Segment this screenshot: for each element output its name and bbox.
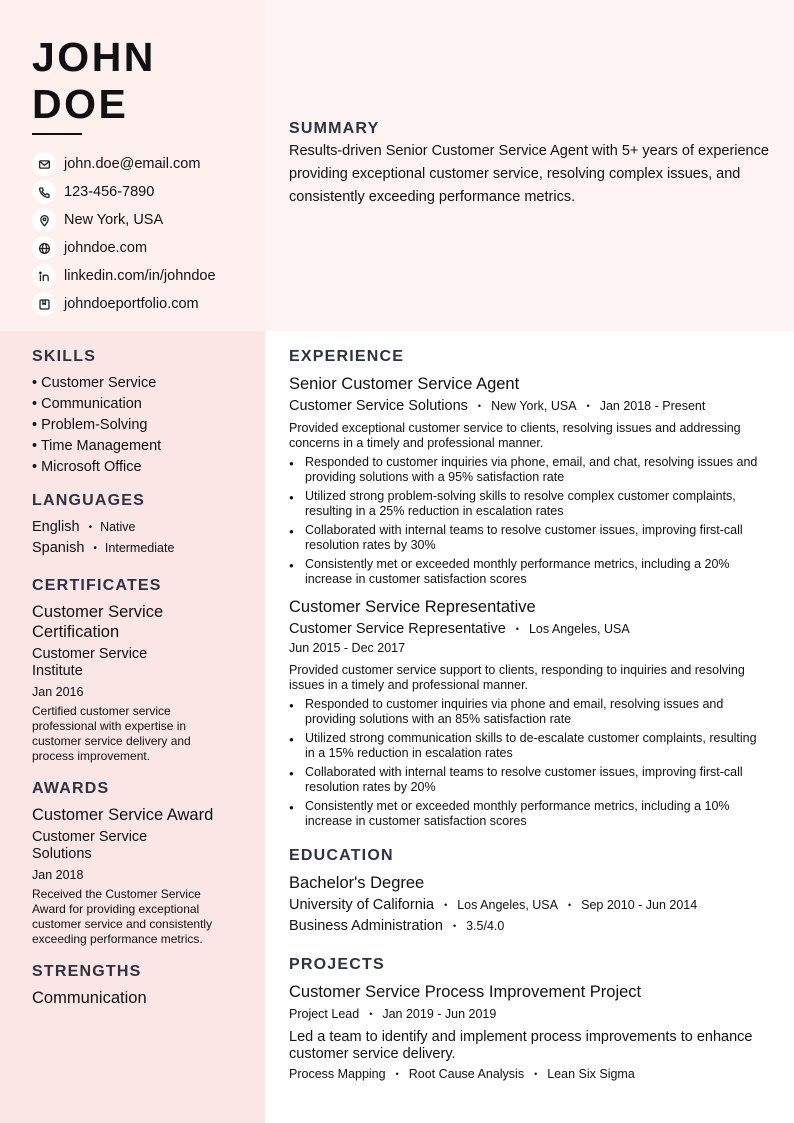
summary-text: Results-driven Senior Customer Service Agent with 5+ years of experience providing exceptional customer service, resolving complex issues, and consistently exceeding performance metrics. [289, 143, 769, 205]
separator-dot: • [88, 522, 93, 533]
job-location: New York, USA [491, 399, 577, 413]
award-issuer: Customer Service Solutions [32, 829, 148, 862]
skills-heading: SKILLS [32, 348, 97, 365]
separator-dot: • [93, 543, 97, 554]
job-entry [289, 597, 769, 829]
job-bullets [289, 697, 769, 829]
location-icon [32, 208, 56, 232]
job-company: Customer Service Solutions [289, 398, 468, 414]
skill-item: • Time Management [32, 438, 162, 454]
project-title: Customer Service Process Improvement Project [289, 983, 642, 1001]
job-meta [289, 397, 769, 416]
contact-linkedin-text: linkedin.com/in/johndoe [64, 268, 216, 284]
linkedin-icon [32, 264, 56, 288]
experience-heading: EXPERIENCE [289, 348, 405, 365]
education-section [289, 847, 769, 936]
job-meta [289, 620, 769, 639]
strengths-heading: STRENGTHS [32, 963, 142, 980]
language-name: Spanish [32, 540, 85, 556]
contact-list [32, 150, 216, 318]
job-entry [289, 374, 769, 587]
email-icon [32, 152, 56, 176]
award-description: Received the Customer Service Award for providing exceptional customer service and consistently exceeding performance metrics. [32, 887, 213, 946]
project-meta [289, 1005, 769, 1024]
name-first: JOHN [32, 34, 156, 80]
job-location: Los Angeles, USA [528, 622, 630, 636]
education-dates: Sep 2010 - Jun 2014 [581, 898, 698, 912]
job-bullet: ● Collaborated with internal teams to resolve customer issues, improving first-call resolution rates by 30% [289, 523, 769, 553]
language-item [32, 538, 242, 559]
contact-location-text: New York, USA [64, 212, 164, 228]
contact-phone-text: 123-456-7890 [64, 184, 155, 200]
job-bullets [289, 455, 769, 587]
degree-title: Bachelor's Degree [289, 874, 425, 892]
contact-linkedin[interactable] [32, 262, 216, 290]
school-name: University of California [289, 897, 435, 913]
projects-section [289, 956, 769, 1084]
project-tag: Lean Six Sigma [547, 1067, 635, 1081]
globe-icon [32, 236, 56, 260]
name-divider [32, 133, 82, 135]
job-bullet: ● Consistently met or exceeded monthly performance metrics, including a 10% increase in customer satisfaction scores [289, 799, 769, 829]
education-heading: EDUCATION [289, 847, 394, 864]
job-bullet: ● Utilized strong problem-solving skills to resolve complex customer complaints, resulting in a 25% reduction in escalation rates [289, 489, 769, 519]
summary-section [289, 120, 769, 209]
job-bullet: ● Collaborated with internal teams to resolve customer issues, improving first-call resolution rates by 20% [289, 765, 769, 795]
contact-location [32, 206, 216, 234]
separator-dot: • [369, 1009, 373, 1019]
job-dates-row [289, 639, 769, 658]
job-bullet: ● Utilized strong communication skills to de-escalate customer complaints, resulting in a 15% reduction in escalation rates [289, 731, 769, 761]
separator-dot: • [444, 900, 448, 910]
certificate-issuer: Customer Service Institute [32, 646, 148, 679]
gpa: 3.5/4.0 [466, 919, 505, 933]
contact-email[interactable] [32, 150, 216, 178]
school-location: Los Angeles, USA [457, 898, 558, 912]
project-tag: Process Mapping [289, 1067, 386, 1081]
skill-item: • Problem-Solving [32, 417, 148, 433]
education-field-row [289, 917, 769, 936]
language-level: Intermediate [104, 541, 175, 555]
job-dates: Jan 2018 - Present [599, 399, 706, 413]
strengths-section [32, 963, 242, 1008]
separator-dot: • [477, 401, 482, 411]
certificate-date: Jan 2016 [32, 685, 84, 699]
skill-item: • Customer Service [32, 375, 157, 391]
job-bullet: ● Responded to customer inquiries via phone, email, and chat, resolving issues and providing solutions with a 95% satisfaction rate [289, 455, 769, 485]
job-company: Customer Service Representative [289, 621, 506, 637]
job-dates: Jun 2015 - Dec 2017 [289, 641, 406, 655]
language-item [32, 517, 242, 538]
award-date: Jan 2018 [32, 868, 84, 882]
languages-section [32, 492, 242, 559]
project-tags [289, 1065, 769, 1084]
summary-heading: SUMMARY [289, 120, 380, 137]
award-title: Customer Service Award [32, 806, 214, 824]
contact-portfolio[interactable] [32, 290, 216, 318]
project-description: Led a team to identify and implement process improvements to enhance customer service delivery. [289, 1029, 753, 1062]
projects-heading: PROJECTS [289, 956, 385, 973]
separator-dot: • [452, 921, 457, 931]
job-description: Provided exceptional customer service to clients, resolving issues and addressing concerns in a timely and professional manner. [289, 421, 741, 450]
separator-dot: • [567, 900, 572, 910]
experience-section [289, 348, 769, 829]
contact-phone[interactable] [32, 178, 216, 206]
job-bullet: ● Consistently met or exceeded monthly performance metrics, including a 20% increase in customer satisfaction scores [289, 557, 769, 587]
contact-email-text: john.doe@email.com [64, 156, 201, 172]
job-title: Customer Service Representative [289, 598, 536, 616]
separator-dot: • [534, 1069, 538, 1079]
project-dates: Jan 2019 - Jun 2019 [382, 1007, 497, 1021]
strength-item: Communication [32, 989, 147, 1007]
job-title: Senior Customer Service Agent [289, 375, 520, 393]
skill-item: • Microsoft Office [32, 459, 142, 475]
education-meta [289, 896, 769, 915]
languages-heading: LANGUAGES [32, 492, 146, 509]
contact-website[interactable] [32, 234, 216, 262]
certificate-description: Certified customer service professional with expertise in customer service delivery and process improvement. [32, 704, 191, 763]
project-tag: Root Cause Analysis [408, 1067, 525, 1081]
certificates-section [32, 577, 242, 764]
contact-website-text: johndoe.com [64, 240, 148, 256]
awards-section [32, 780, 242, 947]
job-bullet: ● Responded to customer inquiries via phone and email, resolving issues and providing solutions with an 85% satisfaction rate [289, 697, 769, 727]
skill-item: • Communication [32, 396, 142, 412]
certificates-heading: CERTIFICATES [32, 577, 162, 594]
separator-dot: • [395, 1069, 399, 1079]
certificate-title: Customer Service Certification [32, 603, 164, 641]
portfolio-icon [32, 292, 56, 316]
main-content [289, 348, 769, 1084]
candidate-name [32, 34, 156, 128]
language-level: Native [100, 520, 136, 534]
name-last: DOE [32, 81, 129, 127]
contact-portfolio-text: johndoeportfolio.com [64, 296, 199, 312]
phone-icon [32, 180, 56, 204]
awards-heading: AWARDS [32, 780, 110, 797]
project-role: Project Lead [289, 1007, 360, 1021]
skills-section [32, 348, 242, 478]
job-description: Provided customer service support to clients, responding to inquiries and resolving issues in a timely and professional manner. [289, 663, 745, 692]
separator-dot: • [515, 624, 519, 634]
field-of-study: Business Administration [289, 918, 443, 934]
sidebar-content [32, 348, 242, 1008]
language-name: English [32, 519, 80, 535]
separator-dot: • [586, 401, 590, 411]
